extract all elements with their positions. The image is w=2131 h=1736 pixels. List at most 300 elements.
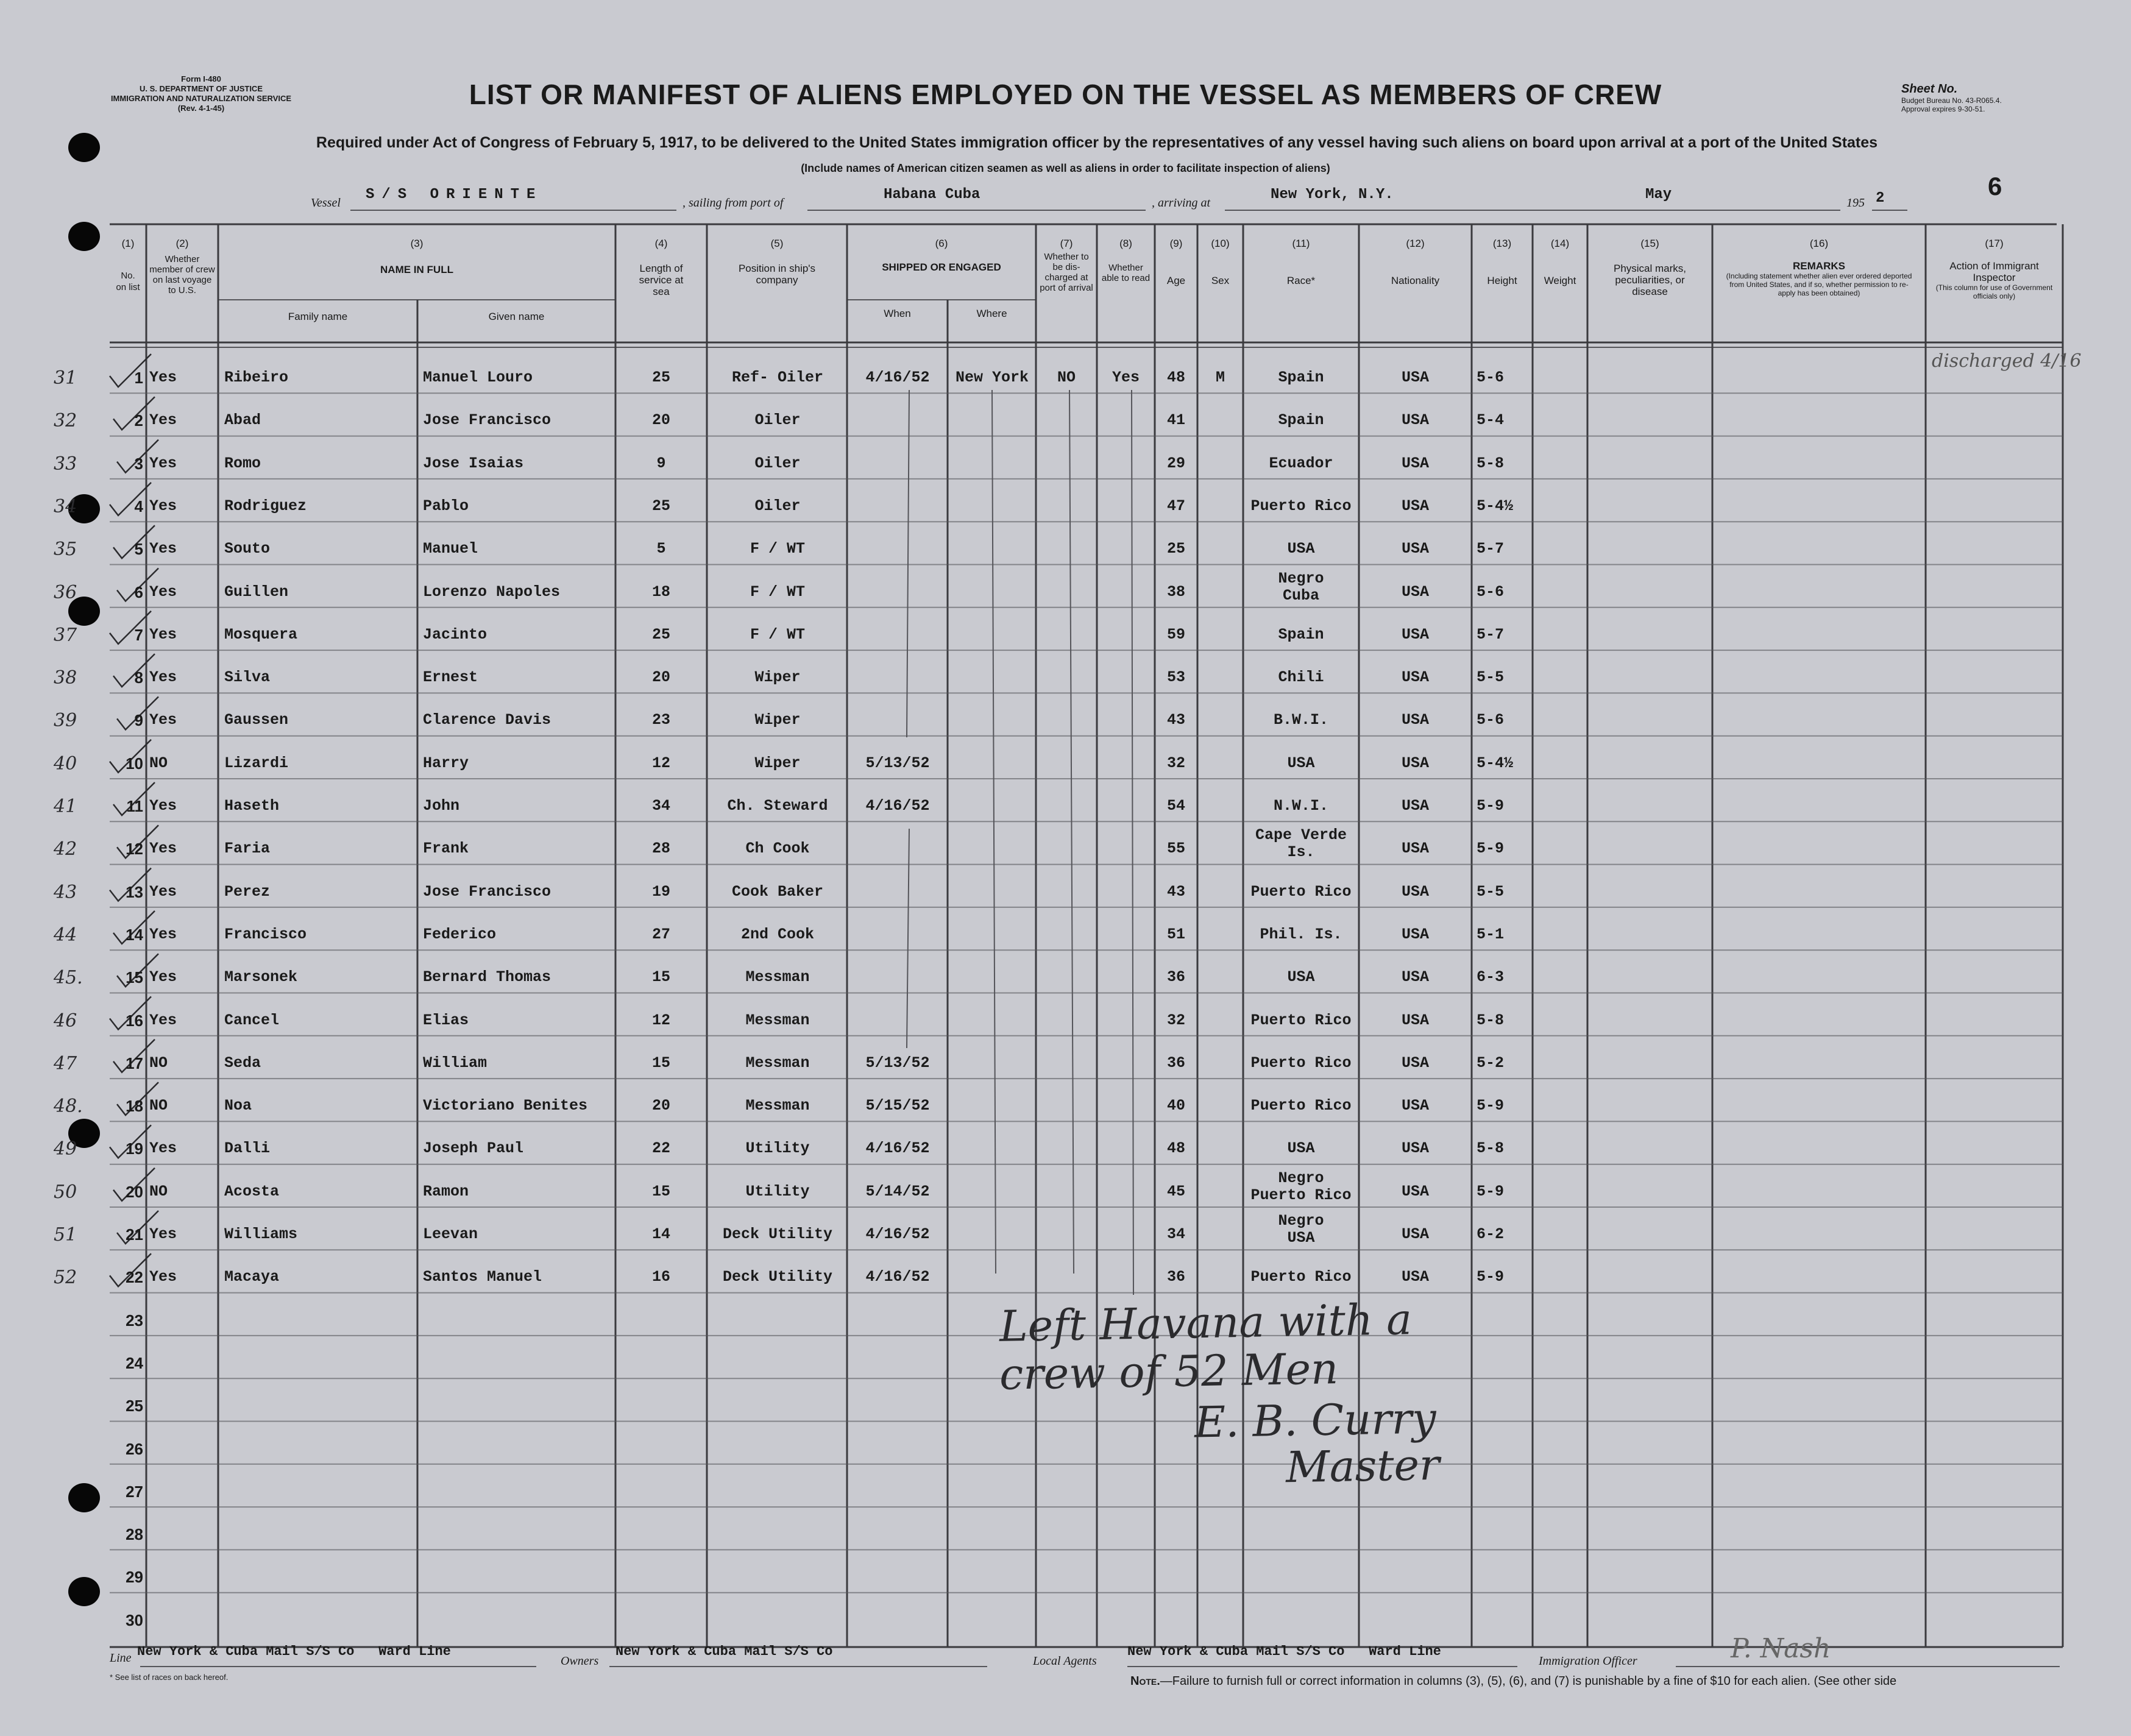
cell-height: 5-9 (1477, 797, 1505, 815)
cell-height: 5-1 (1477, 925, 1505, 943)
master-title: Master (1285, 1439, 1441, 1493)
row-handwritten-number: 33 (54, 453, 77, 475)
cell-service: 23 (651, 711, 670, 729)
row-number: 16 (126, 1011, 143, 1030)
row-handwritten-number: 37 (54, 624, 77, 646)
cell-age: 36 (1166, 968, 1185, 987)
col3-number: (3) (410, 238, 424, 249)
cell-race: USA (1287, 1139, 1315, 1158)
col8-number: (8) (1119, 238, 1132, 249)
cell-family: Faria (224, 840, 271, 858)
cell-service: 15 (651, 1054, 670, 1072)
cell-service: 25 (651, 497, 670, 515)
shipped-when-header: When (884, 308, 911, 319)
cell-member: Yes (149, 668, 177, 687)
row-number: 6 (134, 583, 143, 601)
cell-race: Negro (1278, 1169, 1324, 1187)
col16-note: (Including statement whether alien ever ordered deported from United States, and if so, whether permission to re-apply has been obtained) (1726, 272, 1912, 297)
cell-height: 5-9 (1477, 1268, 1505, 1286)
handwritten-note-line2: crew of 52 Men (999, 1344, 1339, 1400)
cell-nat: USA (1401, 411, 1429, 430)
col10-header (1197, 238, 1243, 286)
row-handwritten-number: 38 (54, 667, 77, 689)
row-handwritten-number: 36 (54, 581, 77, 603)
row-number: 14 (126, 925, 143, 944)
cell-age: 45 (1166, 1182, 1185, 1200)
row-number: 26 (126, 1439, 143, 1458)
cell-nat: USA (1401, 968, 1429, 987)
col11-number: (11) (1292, 238, 1310, 249)
cell-given: Pablo (423, 497, 469, 515)
col4-title: Length of service at sea (639, 263, 684, 297)
cell-nat: USA (1401, 1225, 1429, 1243)
cell-position: Ref- Oiler (731, 369, 824, 386)
col16-header (1712, 238, 1926, 297)
cell-position: Utility (745, 1139, 810, 1158)
col15-number: (15) (1640, 238, 1659, 249)
row-number: 10 (126, 754, 143, 773)
cell-height: 5-6 (1477, 369, 1505, 386)
cell-when: 5/15/52 (865, 1097, 930, 1115)
cell-member: Yes (149, 1011, 177, 1029)
col9-number: (9) (1169, 238, 1183, 249)
cell-service: 15 (651, 968, 670, 987)
penalty-note (1130, 1674, 1896, 1688)
row-number: 24 (126, 1353, 143, 1372)
col5-number: (5) (770, 238, 784, 249)
cell-family: Marsonek (224, 968, 298, 987)
cell-family: Lizardi (224, 754, 289, 772)
cell-service: 12 (651, 754, 670, 772)
col6-header (847, 238, 1036, 273)
cell-member: Yes (149, 840, 177, 858)
cell-service: 16 (651, 1268, 670, 1286)
cell-family: Perez (224, 882, 271, 901)
cell-given: Frank (423, 840, 469, 858)
row-handwritten-number: 32 (54, 410, 77, 432)
cell-service: 12 (651, 1011, 670, 1029)
col17-number: (17) (1985, 238, 2004, 249)
col14-number: (14) (1550, 238, 1570, 249)
cell-race: Ecuador (1269, 454, 1333, 472)
cell-member: Yes (149, 454, 177, 472)
cell-service: 19 (651, 882, 670, 901)
cell-family: Romo (224, 454, 261, 472)
cell-height: 5-4½ (1477, 497, 1514, 515)
table-row (0, 350, 2131, 393)
table-row (0, 1121, 2131, 1164)
cell-age: 59 (1166, 625, 1185, 643)
cell-family: Souto (224, 540, 271, 558)
cell-position: Cook Baker (731, 882, 824, 901)
cell-service: 15 (651, 1182, 670, 1200)
cell-member: Yes (149, 1225, 177, 1243)
year-digit: 2 (1876, 190, 1885, 207)
cell-family: Haseth (224, 797, 280, 815)
cell-member: Yes (149, 797, 177, 815)
cell-age: 54 (1166, 797, 1185, 815)
cell-race-line2: Cuba (1282, 586, 1319, 604)
cell-height: 5-7 (1477, 540, 1505, 558)
cell-race: Puerto Rico (1250, 1011, 1352, 1029)
cell-age: 34 (1166, 1225, 1185, 1243)
row-handwritten-number: 35 (54, 539, 77, 561)
col17-header (1926, 238, 2063, 300)
cell-age: 51 (1166, 925, 1185, 943)
cell-read: Yes (1112, 369, 1140, 386)
row-handwritten-number: 52 (54, 1267, 77, 1289)
col6-title: SHIPPED OR ENGAGED (882, 261, 1001, 273)
cell-age: 40 (1166, 1097, 1185, 1115)
cell-nat: USA (1401, 711, 1429, 729)
year-prefix: 195 (1846, 196, 1865, 210)
cell-member: Yes (149, 968, 177, 987)
cell-position: Ch. Steward (727, 797, 828, 815)
table-row (0, 565, 2131, 608)
cell-where: New York (955, 369, 1029, 386)
cell-nat: USA (1401, 1054, 1429, 1072)
col15-header (1587, 238, 1712, 297)
cell-race: Negro (1278, 1212, 1324, 1230)
cell-nat: USA (1401, 369, 1429, 386)
cell-nat: USA (1401, 840, 1429, 858)
cell-height: 5-6 (1477, 711, 1505, 729)
row-handwritten-number: 44 (54, 924, 77, 946)
table-row (0, 693, 2131, 735)
row-number: 28 (126, 1525, 143, 1544)
cell-nat: USA (1401, 1139, 1429, 1158)
col7-title: Whether to be dis-charged at port of arrival (1040, 252, 1093, 293)
officer-label: Immigration Officer (1539, 1654, 1637, 1668)
cell-position: Messman (745, 1011, 810, 1029)
row-number: 7 (134, 625, 143, 644)
cell-family: Guillen (224, 583, 289, 601)
row-number: 8 (134, 668, 143, 687)
cell-height: 5-9 (1477, 1097, 1505, 1115)
cell-given: John (423, 797, 460, 815)
col4-number: (4) (654, 238, 668, 249)
cell-service: 22 (651, 1139, 670, 1158)
cell-age: 29 (1166, 454, 1185, 472)
row-number: 21 (126, 1225, 143, 1244)
cell-given: Jose Francisco (423, 882, 551, 901)
cell-service: 34 (651, 797, 670, 815)
agents-value: New York & Cuba Mail S/S Co Ward Line (1127, 1644, 1441, 1659)
cell-given: Jacinto (423, 625, 488, 643)
cell-given: Bernard Thomas (423, 968, 551, 987)
cell-race: Puerto Rico (1250, 882, 1352, 901)
cell-race: B.W.I. (1273, 711, 1328, 729)
cell-position: Messman (745, 1054, 810, 1072)
service-name: IMMIGRATION AND NATURALIZATION SERVICE (110, 94, 292, 103)
cell-race-line2: USA (1287, 1229, 1315, 1247)
row-number: 23 (126, 1311, 143, 1330)
cell-when: 5/14/52 (865, 1182, 930, 1200)
col15-title: Physical marks, peculiarities, or disease (1613, 263, 1687, 297)
cell-nat: USA (1401, 1011, 1429, 1029)
cell-nat: USA (1401, 668, 1429, 687)
cell-height: 5-6 (1477, 583, 1505, 601)
cell-service: 9 (656, 454, 666, 472)
row-handwritten-number: 46 (54, 1010, 77, 1032)
cell-age: 38 (1166, 583, 1185, 601)
row-handwritten-number: 45. (54, 967, 83, 989)
col17-note: (This column for use of Government officials only) (1935, 283, 2053, 300)
table-row-empty (0, 1550, 2131, 1592)
cell-age: 48 (1166, 369, 1185, 386)
cell-race-line2: Puerto Rico (1250, 1186, 1352, 1204)
cell-member: Yes (149, 1268, 177, 1286)
budget-number: Budget Bureau No. 43-R065.4. (1901, 96, 2002, 105)
col8-title: Whether able to read (1101, 263, 1151, 283)
cell-age: 53 (1166, 668, 1185, 687)
cell-when: 4/16/52 (865, 1225, 930, 1243)
cell-service: 25 (651, 625, 670, 643)
row-handwritten-number: 34 (54, 495, 77, 517)
family-name-header: Family name (288, 311, 348, 322)
row-number: 22 (126, 1268, 143, 1287)
cell-service: 18 (651, 583, 670, 601)
department-name: U. S. DEPARTMENT OF JUSTICE (140, 84, 263, 93)
cell-race: USA (1287, 754, 1315, 772)
cell-when: 4/16/52 (865, 369, 930, 386)
cell-race: Puerto Rico (1250, 1054, 1352, 1072)
col9-header (1155, 238, 1197, 286)
cell-member: NO (149, 754, 168, 772)
cell-age: 43 (1166, 882, 1185, 901)
table-row (0, 1207, 2131, 1250)
cell-height: 5-9 (1477, 1182, 1505, 1200)
col10-title: Sex (1211, 275, 1230, 286)
cell-race: Spain (1278, 625, 1324, 643)
col11-header (1243, 238, 1359, 286)
cell-member: NO (149, 1182, 168, 1200)
row-number: 25 (126, 1397, 143, 1415)
col14-header (1533, 238, 1587, 286)
cell-nat: USA (1401, 497, 1429, 515)
cell-service: 20 (651, 411, 670, 430)
cell-family: Cancel (224, 1011, 280, 1029)
cell-position: Utility (745, 1182, 810, 1200)
cell-age: 43 (1166, 711, 1185, 729)
handwritten-note-line1: Left Havana with a (999, 1294, 1413, 1352)
col3-title: NAME IN FULL (380, 264, 453, 275)
col11-title: Race* (1286, 275, 1316, 286)
cell-service: 25 (651, 369, 670, 386)
col12-title: Nationality (1391, 275, 1440, 286)
cell-given: Leevan (423, 1225, 478, 1243)
cell-nat: USA (1401, 625, 1429, 643)
cell-family: Ribeiro (224, 369, 289, 386)
cell-service: 28 (651, 840, 670, 858)
table-row (0, 1250, 2131, 1292)
cell-race: Chili (1278, 668, 1324, 687)
col7-header (1036, 238, 1097, 293)
cell-position: Messman (745, 1097, 810, 1115)
cell-given: Clarence Davis (423, 711, 551, 729)
cell-race: Spain (1278, 369, 1324, 386)
cell-service: 5 (656, 540, 666, 558)
cell-family: Noa (224, 1097, 252, 1115)
cell-age: 41 (1166, 411, 1185, 430)
subtitle: Required under Act of Congress of February 5, 1917, to be delivered to the United States immigration officer by the representatives of any vessel having such aliens on board upon arrival at a port of the United States (316, 134, 1878, 151)
note-text: —Failure to furnish full or correct information in columns (3), (5), (6), and (7) is punishable by a fine of $10 for each alien. (See other side (1160, 1674, 1897, 1688)
row-number: 9 (134, 711, 143, 730)
form-revision: (Rev. 4-1-45) (177, 104, 225, 113)
table-row-empty (0, 1507, 2131, 1550)
cell-given: William (423, 1054, 488, 1072)
cell-given: Manuel (423, 540, 478, 558)
table-row (0, 650, 2131, 693)
table-row (0, 993, 2131, 1036)
cell-nat: USA (1401, 454, 1429, 472)
cell-family: Dalli (224, 1139, 271, 1158)
cell-given: Ernest (423, 668, 478, 687)
cell-family: Rodriguez (224, 497, 307, 515)
cell-age: 36 (1166, 1268, 1185, 1286)
cell-when: 5/13/52 (865, 1054, 930, 1072)
cell-family: Gaussen (224, 711, 289, 729)
inspector-annotation: discharged 4/16 (1932, 350, 2082, 372)
cell-family: Silva (224, 668, 271, 687)
cell-race: Negro (1278, 569, 1324, 587)
vessel-label: Vessel (311, 196, 341, 210)
col2-number: (2) (176, 238, 189, 249)
table-row (0, 865, 2131, 907)
cell-family: Acosta (224, 1182, 280, 1200)
cell-given: Jose Isaias (423, 454, 524, 472)
cell-position: Deck Utility (722, 1268, 833, 1286)
cell-age: 55 (1166, 840, 1185, 858)
cell-race: N.W.I. (1273, 797, 1328, 815)
cell-position: F / WT (750, 540, 805, 558)
row-handwritten-number: 31 (54, 367, 77, 389)
sheet-number: 6 (1988, 172, 2002, 200)
cell-service: 14 (651, 1225, 670, 1243)
cell-when: 4/16/52 (865, 1268, 930, 1286)
table-row (0, 479, 2131, 522)
row-handwritten-number: 51 (54, 1224, 77, 1245)
arrival-month: May (1645, 186, 1672, 203)
cell-service: 20 (651, 1097, 670, 1115)
given-name-header: Given name (488, 311, 545, 322)
arrival-port: New York, N.Y. (1271, 186, 1394, 203)
table-row (0, 1079, 2131, 1121)
col3-header (218, 238, 615, 275)
cell-given: Federico (423, 925, 497, 943)
cell-height: 5-5 (1477, 668, 1505, 687)
cell-member: Yes (149, 583, 177, 601)
cell-given: Santos Manuel (423, 1268, 542, 1286)
cell-race: USA (1287, 540, 1315, 558)
cell-position: Oiler (754, 454, 801, 472)
owners-label: Owners (561, 1654, 599, 1668)
table-row-empty (0, 1464, 2131, 1507)
cell-position: Oiler (754, 497, 801, 515)
table-row (0, 779, 2131, 821)
cell-nat: USA (1401, 797, 1429, 815)
shipped-where-header: Where (976, 308, 1007, 319)
table-row (0, 1164, 2131, 1207)
col12-number: (12) (1406, 238, 1425, 249)
cell-service: 27 (651, 925, 670, 943)
sailing-label: , sailing from port of (683, 196, 784, 210)
table-row (0, 821, 2131, 864)
cell-position: Oiler (754, 411, 801, 430)
row-number: 15 (126, 968, 143, 987)
cell-member: Yes (149, 711, 177, 729)
sheet-label: Sheet No. (1901, 82, 1958, 96)
cell-position: Ch Cook (745, 840, 810, 858)
arriving-label: , arriving at (1152, 196, 1211, 210)
row-number: 13 (126, 882, 143, 901)
table-row (0, 950, 2131, 993)
row-handwritten-number: 42 (54, 838, 77, 860)
cell-nat: USA (1401, 754, 1429, 772)
cell-family: Francisco (224, 925, 307, 943)
row-handwritten-number: 50 (54, 1181, 77, 1203)
cell-race-line2: Is. (1287, 843, 1315, 862)
cell-race: Cape Verde (1255, 826, 1347, 845)
vessel-name: S/S ORIENTE (366, 186, 543, 203)
cell-height: 5-2 (1477, 1054, 1505, 1072)
cell-position: F / WT (750, 583, 805, 601)
row-number: 11 (126, 797, 143, 815)
cell-when: 4/16/52 (865, 1139, 930, 1158)
officer-signature: P. Nash (1731, 1633, 1831, 1664)
cell-height: 5-9 (1477, 840, 1505, 858)
row-handwritten-number: 48. (54, 1096, 83, 1118)
col13-title: Height (1487, 275, 1517, 286)
table-row (0, 1036, 2131, 1079)
cell-height: 5-4½ (1477, 754, 1514, 772)
cell-age: 32 (1166, 754, 1185, 772)
col2-title: Whether member of crew on last voyage to U.S. (149, 254, 215, 296)
owners-value: New York & Cuba Mail S/S Co (615, 1644, 833, 1659)
line-value: New York & Cuba Mail S/S Co Ward Line (137, 1644, 451, 1659)
row-number: 18 (126, 1097, 143, 1116)
col17-title: Action of Immigrant Inspector (1949, 260, 2039, 283)
col5-header (707, 238, 847, 286)
col16-title: REMARKS (1793, 260, 1845, 272)
row-handwritten-number: 49 (54, 1138, 77, 1160)
col8-header (1097, 238, 1155, 283)
cell-family: Mosquera (224, 625, 298, 643)
cell-nat: USA (1401, 1097, 1429, 1115)
col1-title: No. on list (116, 271, 140, 292)
col12-header (1359, 238, 1472, 286)
master-signature: E. B. Curry (1194, 1393, 1437, 1448)
cell-given: Jose Francisco (423, 411, 551, 430)
cell-position: Wiper (754, 711, 801, 729)
cell-height: 5-8 (1477, 1139, 1505, 1158)
row-handwritten-number: 47 (54, 1052, 77, 1074)
col9-title: Age (1166, 275, 1186, 286)
cell-member: Yes (149, 369, 177, 386)
cell-when: 5/13/52 (865, 754, 930, 772)
table-row (0, 907, 2131, 950)
cell-nat: USA (1401, 1268, 1429, 1286)
col7-number: (7) (1060, 238, 1073, 249)
col1-number: (1) (121, 238, 135, 249)
row-handwritten-number: 43 (54, 881, 77, 903)
row-number: 27 (126, 1482, 143, 1501)
col10-number: (10) (1211, 238, 1230, 249)
cell-family: Abad (224, 411, 261, 430)
cell-race: Puerto Rico (1250, 1097, 1352, 1115)
cell-when: 4/16/52 (865, 797, 930, 815)
row-number: 12 (126, 840, 143, 859)
